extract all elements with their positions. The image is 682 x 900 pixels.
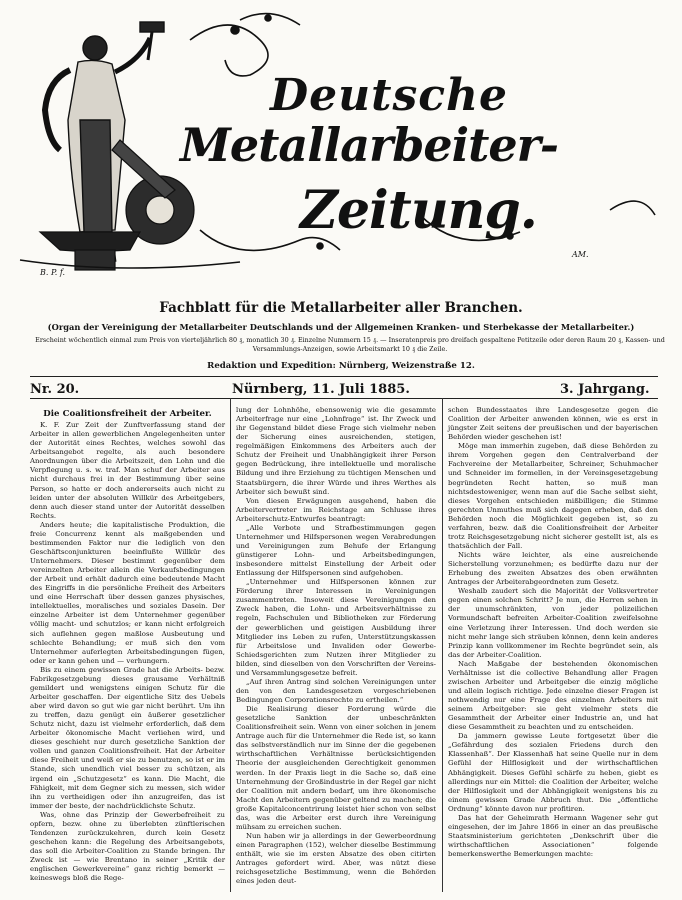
issue-volume: 3. Jahrgang. xyxy=(560,382,650,397)
paragraph: K. F. Zur Zeit der Zunftverfassung stand der Arbeiter in allen gewerblichen Angelegenheiten unter der Autorität eines Rechtes, welches sowohl das Arbeitsangebot regelte, als auch besondere Anordnungen über die Arbeitszeit, den Lohn und die Verpflegung u. s. w. traf. Man schuf der Arbeiter aus nicht durchaus frei in der Bestimmung über seine Person, so hatte er doch andererseits auch nicht zu leiden unter der absoluten Willkür des Arbeitgebers, denn auch dieser stand unter der Autorität desselben Rechts. xyxy=(30,421,225,520)
redaktion-line: Redaktion und Expedition: Nürnberg, Weizenstraße 12. xyxy=(207,361,475,371)
masthead xyxy=(0,0,682,290)
paragraph: Das hat der Geheimrath Hermann Wagener sehr gut eingesehen, der im Jahre 1866 in einer an das preußische Staatsministerium gerichteten „Denkschrift über die wirthschaftlichen Associationen“ folgende bemerkenswerthe Bemerkungen machte: xyxy=(448,813,658,859)
newspaper-subtitle: Fachblatt für die Metallarbeiter aller Branchen. xyxy=(159,300,523,316)
paragraph: Bis zu einem gewissen Grade hat die Arbeits- bezw. Fabrikgesetzgebung dieses grausame Verhältniß gemildert und wenigstens einigen Schutz für die Arbeiter geschaffen. Der eigentliche Sitz des Uebels aber wird davon so gut wie gar nicht berührt. Um ihn zu treffen, dazu genügt ein äußerer gesetzlicher Schutz nicht, dazu ist vielmehr erforderlich, daß dem Arbeiter ökonomische Macht verliehen wird, und dieses geschieht nur durch gesetzliche Sanktion der vollen und ganzen Coalitionsfreiheit. Hat der Arbeiter diese Freiheit und weiß er sie zu benutzen, so ist er im Stande, sich unendlich viel besser zu schützen, als irgend ein „Schutzgesetz“ es kann. Die Macht, die Fähigkeit, mit dem Gegner sich zu messen, sich wider ihn zu vertheidigen oder ihn anzugreifen, das ist immer der beste, der nachdrücklichste Schutz. xyxy=(30,665,225,810)
paragraph: „Auf ihren Antrag sind solchen Vereinigungen unter den von den Landesgesetzen vorgeschriebenen Bedingungen Corporationsrechte zu ertheilen.“ xyxy=(236,677,436,704)
paragraph: Nun haben wir ja allerdings in der Gewerbeordnung einen Paragraphen (152), welcher dieselbe Bestimmung enthält, wie sie im ersten Absatze des oben citirten Antrages gefordert wird. Aber, was nützt diese reichsgesetzliche Bestimmung, wenn die Behörden eines jeden deut- xyxy=(236,831,436,886)
paragraph: Da jammern gewisse Leute fortgesetzt über die „Gefährdung des sozialen Friedens durch den Klassenhaß“. Der Klassenhaß hat seine Quelle nur in dem Gefühl der Hilflosigkeit und der wirthschaftlichen Abhängigkeit. Dieses Gefühl schärfe zu heben, giebt es allerdings nur ein Mittel: die Coalition der Arbeiter, welche der Hilflosigkeit und der Abhängigkeit wenigstens bis zu einem gewissen Grade Abbruch thut. Die „öffentliche Ordnung“ könnte davon nur profitiren. xyxy=(448,732,658,813)
article-column-1 xyxy=(30,406,225,883)
organ-line: (Organ der Vereinigung der Metallarbeiter Deutschlands und der Allgemeinen Kranken- und Sterbekasse der Metallarbeiter.) xyxy=(47,322,635,332)
paragraph: Möge man immerhin zugeben, daß diese Behörden zu ihrem Vorgehen gegen den Centralverband der Fachvereine der Metallarbeiter, Schreiner, Schuhmacher und Schneider im formellen, in der Vereinsgesetzgebung begründeten Recht hatten, so muß man nichtsdestoweniger, wenn man auf die Sache selbst sieht, dieses Vorgehen entschieden mißbilligen; die Stimme gerechten Unmuthes muß sich dagegen erheben, daß den Behörden noch die Möglichkeit gegeben ist, so zu verfahren, bezw. daß die Coalitionsfreiheit der Arbeiter trotz Reichsgesetzgebung nicht sicherer gestellt ist, als es thatsächlich der Fall. xyxy=(448,442,658,550)
paragraph: „Alle Verbote und Strafbestimmungen gegen Unternehmer und Hilfspersonen wegen Verabredungen und Vereinigungen zum Behufe der Erlangung günstigerer Lohn- und Arbeitsbedingungen, insbesondere mittelst Einstellung der Arbeit oder Entlassung der Hilfspersonen sind aufgehoben. xyxy=(236,523,436,578)
paragraph: Nichts wäre leichter, als eine ausreichende Sicherstellung vorzunehmen; es bedürfte dazu nur der Erhebung des zweiten Absatzes des oben erwähnten Antrages der Arbeiterabgeordneten zum Gesetz. xyxy=(448,551,658,587)
masthead-title-line1: Deutsche xyxy=(270,70,509,121)
paragraph: Anders heute; die kapitalistische Produktion, die freie Concurrenz kennt als maßgebenden und bestimmenden Faktor nur die lediglich von den Geschäftsconjunkturen beeinflußte Willkür des Unternehmers. Dieser bestimmt gegenüber dem vereinzelten Arbeiter allein die Verkaufsbedingungen der Arbeit und erhält dadurch eine bedeutende Macht des Eingriffs in die persönliche Freiheit des Arbeiters und eine Herrschaft über dessen ganzes physisches, intellektuelles, moralisches und soziales Dasein. Der einzelne Arbeiter ist dem Unternehmer gegenüber völlig macht- und schutzlos; er kann nicht erfolgreich sich auflehnen gegen maßlose Ausbeutung und schlechte Behandlung; er muß sich den vom Unternehmer auferlegten Arbeitsbedingungen fügen, oder er kann gehen und — verhungern. xyxy=(30,520,225,665)
paragraph: Von diesen Erwägungen ausgehend, haben die Arbeitervertreter im Reichstage am Schlusse ihres Arbeiterschutz-Entwurfes beantragt: xyxy=(236,496,436,523)
paragraph: lung der Lohnhöhe, ebensowenig wie die gesammte Arbeiterfrage nur eine „Lohnfrage“ ist. Ihr Zweck und ihr Gegenstand bildet diese Frage sich vielmehr neben der Sicherung eines ausreichenden, stetigen, regelmäßigen Einkommens des Arbeiters auch der Schutz der Freiheit und Unabhängigkeit ihrer Person gegen Bedrückung, ihre intellektuelle und moralische Bildung und ihre Erziehung zu tüchtigen Menschen und Staatsbürgern, die ihrer Würde und ihres Werthes als Arbeiter sich bewußt sind. xyxy=(236,406,436,496)
masthead-title-line3: Zeitung. xyxy=(300,180,537,241)
column-divider xyxy=(230,398,231,892)
issue-date: Nürnberg, 11. Juli 1885. xyxy=(232,382,410,397)
artist-signature: B. P. f. xyxy=(40,268,66,277)
paragraph: „Unternehmer und Hilfspersonen können zur Förderung ihrer Interessen in Vereinigungen zusammentreten. Insoweit diese Vereinigungen den Zweck haben, die Lohn- und Arbeitsverhältnisse zu regeln, Fachschulen und Bibliotheken zur Förderung der gewerblichen und geistigen Ausbildung ihrer Mitglieder ins Leben zu rufen, Unterstützungskassen für Arbeitslose und Invaliden oder Gewerbe-Schiedsgerichten zum Nutzen ihrer Mitglieder zu bilden, sind dieselben von den Vorschriften der Vereins- und Versammlungsgesetze befreit. xyxy=(236,578,436,677)
issue-number: Nr. 20. xyxy=(30,382,80,397)
paragraph: Weshalb zaudert sich die Majorität der Volksvertreter gegen einen solchen Schritt? Je nun, die Herren sehen in der unumschränkten, von jeder polizeilichen Vormundschaft befreiten Arbeiter-Coalition zweifelsohne eine Verletzung ihrer Interessen. Und doch werden sie nicht mehr lange sich sträuben können, denn kein anderes Prinzip kann vollkommener im Rechte begründet sein, als das der Arbeiter-Coalition. xyxy=(448,587,658,659)
paragraph: Die Realisirung dieser Forderung würde die gesetzliche Sanktion der unbeschränkten Coalitionsfreiheit sein. Wenn von einer solchen in jenem Antrage auch für die Unternehmer die Rede ist, so kann das selbstverständlich nur im Sinne der die gegebenen wirthschaftlichen Verhältnisse berücksichtigenden Theorie der ausgleichenden Gerechtigkeit genommen werden. In der Praxis liegt in die Sache so, daß eine Unternehmung der Großindustrie in der Regel gar nicht der Coalition mit andern bedarf, um ihre ökonomische Macht den Arbeitern gegenüber geltend zu machen; die große Kapitalconcentrirung leistet hier schon von selbst das, was die Arbeiter erst durch ihre Vereinigung mühsam zu erreichen suchen. xyxy=(236,705,436,831)
article-column-2 xyxy=(236,406,436,886)
top-rule xyxy=(30,376,658,377)
column-divider xyxy=(442,398,443,892)
engraver-mark: AM. xyxy=(572,250,589,259)
article-headline: Die Coalitionsfreiheit der Arbeiter. xyxy=(43,409,212,419)
masthead-title-line2: Metallarbeiter- xyxy=(180,118,558,172)
issue-rule xyxy=(30,398,658,399)
article-column-3 xyxy=(448,406,658,859)
subscription-notice: Erscheint wöchentlich einmal zum Preis von vierteljährlich 80 ₰, monatlich 30 ₰. Einzelne Nummern 15 ₰. — Inseratenpreis pro dreifach gespaltene Petitzeile oder deren Raum 20 ₰, Kassen- und Versammlungs-Anzeigen, sowie Arbeitsmarkt 10 ₰ die Zeile. xyxy=(35,336,665,353)
paragraph: Was, ohne das Prinzip der Gewerbefreiheit zu opfern, bezw. ohne zu überlebten zünftlerischen Tendenzen zurückzukehren, durch kein Gesetz geschehen kann: die Regelung des Arbeitsangebots, das soll die Arbeiter-Coalition zu Stande bringen. Ihr Zweck ist — wie Brentano in seiner „Kritik der englischen Gewerkvereine“ ganz richtig bemerkt — keineswegs bloß die Rege- xyxy=(30,810,225,883)
paragraph: Nach Maßgabe der bestehenden ökonomischen Verhältnisse ist die collective Behandlung aller Fragen zwischen Arbeiter und Arbeitgeber die einzig mögliche und allein logisch richtige. Jede einzelne dieser Fragen ist nothwendig nur eine Frage des einzelnen Arbeiters mit seinem Arbeitgeber: sie geht vielmehr stets die Gesammtheit der Arbeiter einer Industrie an, und hat diese Gesammtheit zu beachten und zu entscheiden. xyxy=(448,659,658,732)
paragraph: schen Bundesstaates ihre Landesgesetze gegen die Coalition der Arbeiter anwenden können, wie es erst in jüngster Zeit seitens der preußischen und der bayerischen Behörden wieder geschehen ist! xyxy=(448,406,658,442)
